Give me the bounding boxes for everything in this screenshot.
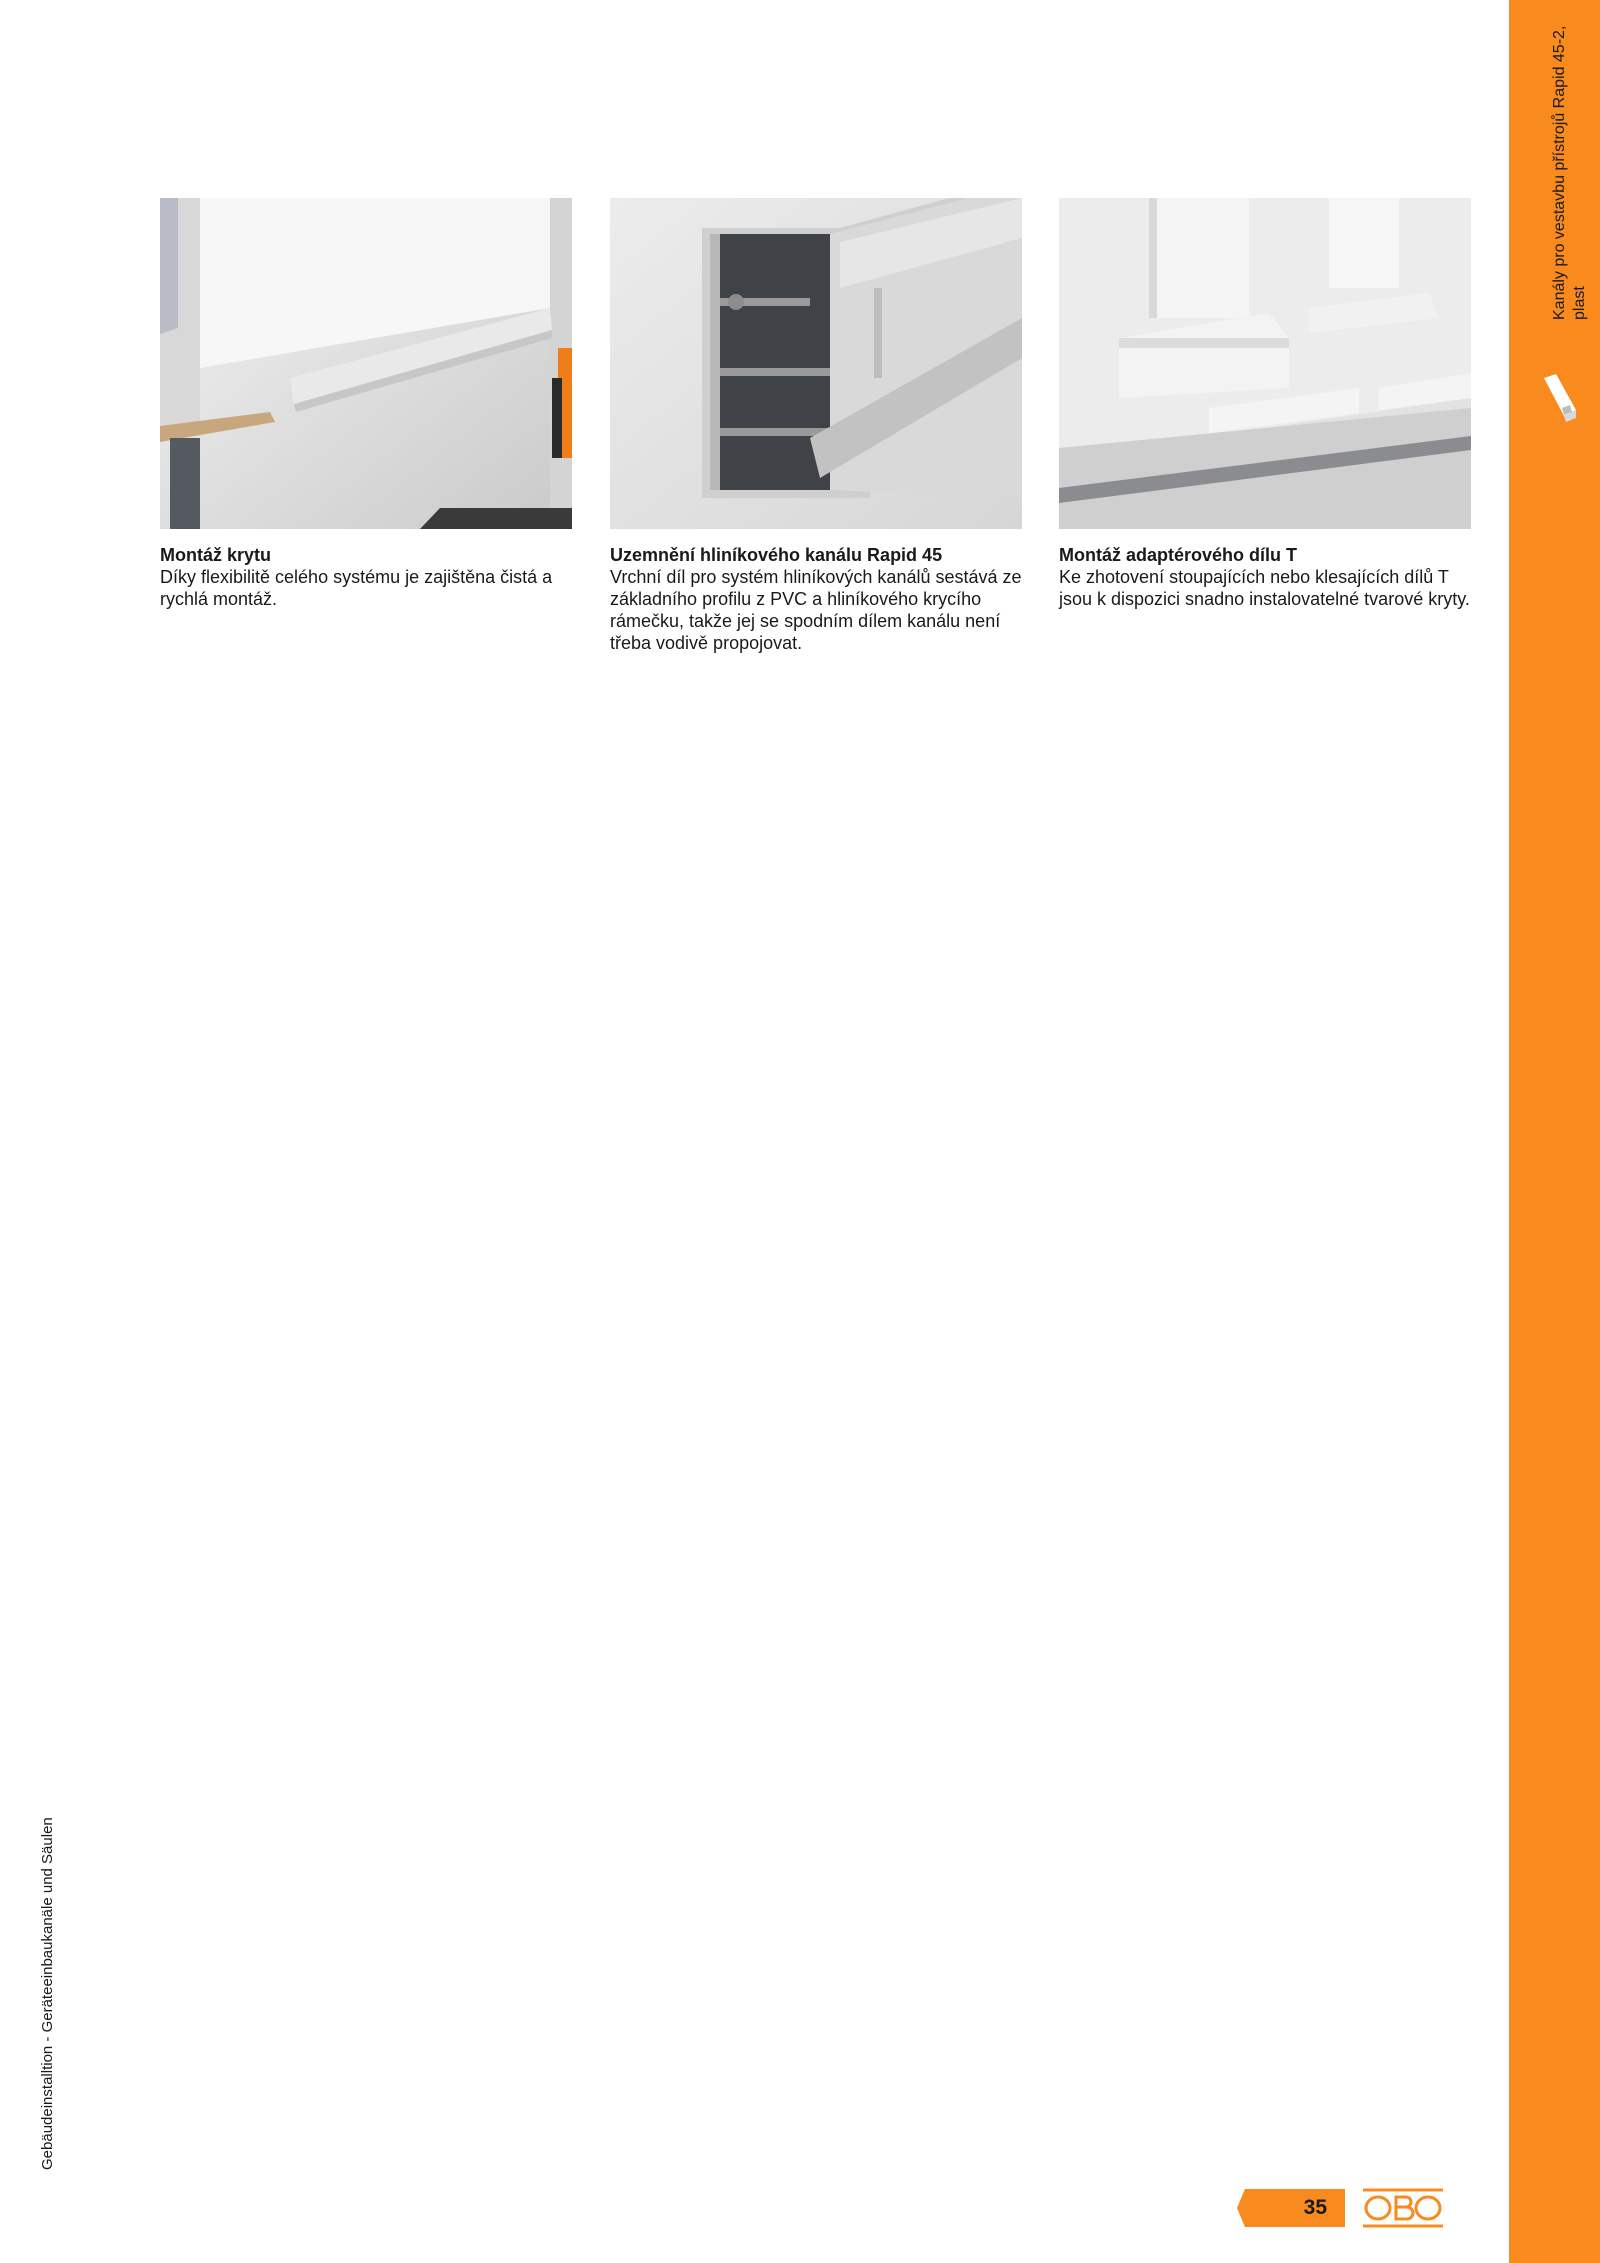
orange-sidebar <box>1509 0 1600 2263</box>
t-adapter-photo <box>1059 198 1471 529</box>
card-text: Vrchní díl pro systém hliníkových kanálů sestává ze základního profilu z PVC a hliníkového krycího rámečku, takže jej se spodním dílem kanálu není třeba vodivě propojovat. <box>610 567 1022 653</box>
card-text: Díky flexibilitě celého systému je zajištěna čistá a rychlá montáž. <box>160 567 553 609</box>
page-number-tab <box>1237 2189 1345 2227</box>
cable-duct-icon <box>1540 372 1580 424</box>
card-text: Ke zhotovení stoupajících nebo klesajících dílů T jsou k dispozici snadno instalovatelné tvarové kryty. <box>1059 567 1470 609</box>
footer-side-text: Gebäudeinstalltion - Geräteeinbaukanäle und Säulen <box>39 1817 56 2170</box>
card-title: Uzemnění hliníkového kanálu Rapid 45 <box>610 545 943 565</box>
card-cover-mounting <box>160 198 572 610</box>
cover-mounting-photo <box>160 198 572 529</box>
card-title: Montáž adaptérového dílu T <box>1059 545 1298 565</box>
section-title: Kanály pro vestavbu přístrojů Rapid 45-2, plast <box>1551 25 1588 320</box>
page-tab-shape <box>1237 2189 1345 2227</box>
card-aluminium-grounding <box>610 198 1022 654</box>
page-number: 35 <box>1303 2196 1327 2219</box>
card-t-adapter <box>1059 198 1471 610</box>
card-title: Montáž krytu <box>160 545 272 565</box>
aluminium-duct-photo <box>610 198 1022 529</box>
obo-logo <box>1363 2188 1443 2228</box>
